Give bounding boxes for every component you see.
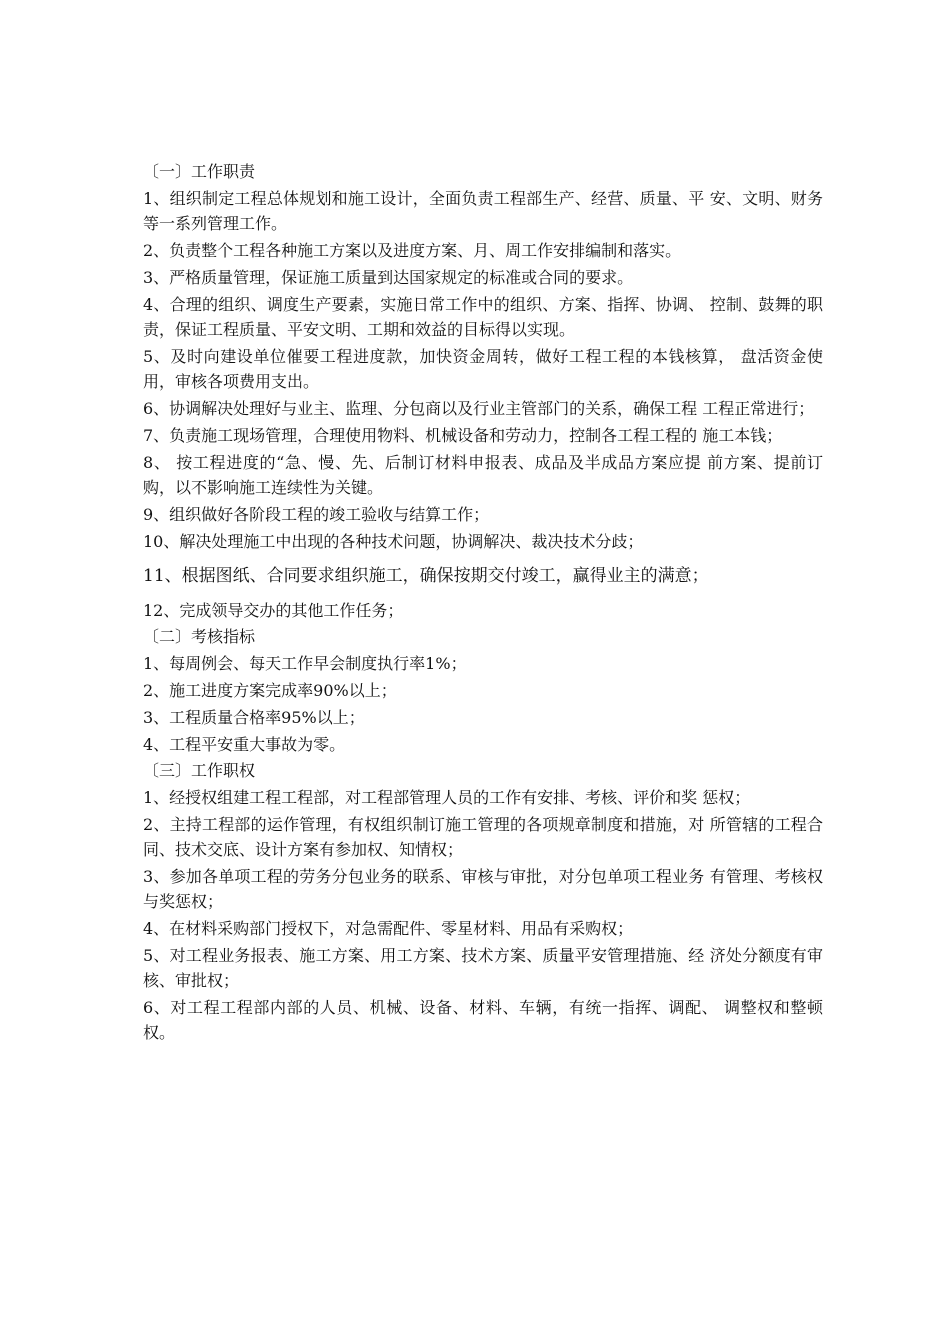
- list-item: 2、施工进度方案完成率90%以上；: [143, 681, 397, 700]
- list-item: 4、合理的组织、调度生产要素，实施日常工作中的组织、方案、指挥、协调、 控制、鼓舞的职责，保证工程质量、平安文明、工期和效益的目标得以实现。: [143, 295, 823, 339]
- list-item: 12、完成领导交办的其他工作任务；: [143, 601, 404, 620]
- list-item: 1、每周例会、每天工作早会制度执行率1%；: [143, 654, 467, 673]
- document-body: [143, 160, 823, 1047]
- section-heading: 〔三〕工作职权: [143, 761, 256, 780]
- list-item: 3、参加各单项工程的劳务分包业务的联系、审核与审批，对分包单项工程业务 有管理、考核权与奖惩权；: [143, 867, 823, 911]
- list-item: 1、组织制定工程总体规划和施工设计，全面负责工程部生产、经营、质量、平 安、文明、财务等一系列管理工作。: [143, 189, 823, 233]
- list-item: 1、经授权组建工程工程部，对工程部管理人员的工作有安排、考核、评价和奖 惩权；: [143, 788, 751, 807]
- list-item: 5、对工程业务报表、施工方案、用工方案、技术方案、质量平安管理措施、经 济处分额度有审核、审批权；: [143, 946, 823, 990]
- list-item: 10、解决处理施工中出现的各种技术问题，协调解决、裁决技术分歧；: [143, 532, 644, 551]
- list-item: 3、工程质量合格率95%以上；: [143, 708, 365, 727]
- list-item: 6、对工程工程部内部的人员、机械、设备、材料、车辆，有统一指挥、调配、 调整权和整顿权。: [143, 998, 823, 1042]
- list-item: 4、在材料采购部门授权下，对急需配件、零星材料、用品有采购权；: [143, 919, 634, 938]
- list-item: 3、严格质量管理，保证施工质量到达国家规定的标准或合同的要求。: [143, 268, 634, 287]
- list-item: 8、 按工程进度的“急、慢、先、后制订材料申报表、成品及半成品方案应提 前方案、提前订购，以不影响施工连续性为关键。: [143, 453, 823, 497]
- list-item: 7、负责施工现场管理，合理使用物料、机械设备和劳动力，控制各工程工程的 施工本钱；: [143, 426, 783, 445]
- list-item: 6、协调解决处理好与业主、监理、分包商以及行业主管部门的关系，确保工程 工程正常进行；: [143, 399, 815, 418]
- list-item: 5、及时向建设单位催要工程进度款，加快资金周转，做好工程工程的本钱核算， 盘活资金使用，审核各项费用支出。: [143, 347, 823, 391]
- section-heading: 〔二〕考核指标: [143, 627, 256, 646]
- section-heading: 〔一〕工作职责: [143, 162, 256, 181]
- list-item: 11、根据图纸、合同要求组织施工，确保按期交付竣工，赢得业主的满意；: [143, 566, 709, 586]
- list-item: 2、负责整个工程各种施工方案以及进度方案、月、周工作安排编制和落实。: [143, 241, 682, 260]
- list-item: 4、工程平安重大事故为零。: [143, 735, 346, 754]
- list-item: 9、组织做好各阶段工程的竣工验收与结算工作；: [143, 505, 490, 524]
- list-item: 2、主持工程部的运作管理，有权组织制订施工管理的各项规章制度和措施，对 所管辖的工程合同、技术交底、设计方案有参加权、知情权；: [143, 815, 823, 859]
